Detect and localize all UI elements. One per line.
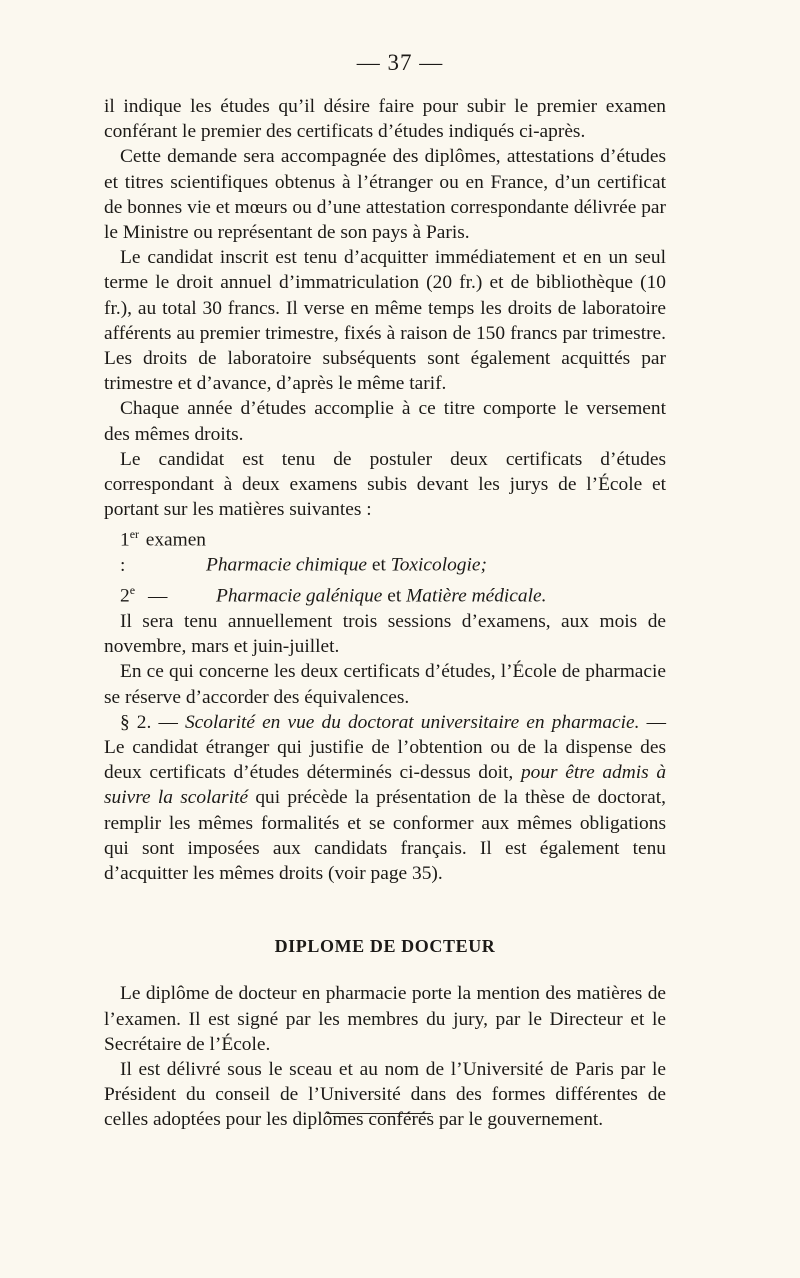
paragraph-doctorate-schooling: § 2. — Scolarité en vue du doctorat universitaire en pharmacie. — Le candidat étranger qui justifie de l’obtention ou de la dispense des deux certificats d’études déterminés ci-dessus doit, pour être admis à suivre la scolarité qui précède la présentation de la thèse de doctorat, remplir les mêmes formalités et se conformer aux mêmes obligations qui sont imposées aux candidats français. Il est également tenu d’acquitter les mêmes droits (voir page 35). xyxy=(104,711,667,885)
paragraph-diploma-mention: Le diplôme de docteur en pharmacie porte la mention des matières de l’examen. Il est signé par les membres du jury, par le Directeur et le Secrétaire de l’École. xyxy=(104,983,666,1055)
section-title: Scolarité en vue du doctorat universitaire en pharmacie. xyxy=(184,711,640,733)
section-heading: DIPLOME DE DOCTEUR xyxy=(274,936,496,957)
paragraph-yearly-fees: Chaque année d’études accomplie à ce titre comporte le versement des mêmes droits. xyxy=(104,398,666,445)
paragraph-certificates: Le candidat est tenu de postuler deux certificats d’études correspondant à deux examens subis devant les jurys de l’École et portant sur les matières suivantes : xyxy=(104,448,666,521)
paragraph-equivalences: En ce qui concerne les deux certificats d’études, l’École de pharmacie se réserve d’accorder des équivalences. xyxy=(104,661,666,708)
exam-2-subject-1: Pharmacie galénique xyxy=(216,585,383,607)
exam-1-subject-1: Pharmacie chimique xyxy=(206,555,368,577)
exam-line-1: 1er examen : Pharmacie chimique et Toxicologie; xyxy=(120,527,487,577)
end-rule xyxy=(327,1113,431,1114)
paragraph-diploma-delivery: Il est délivré sous le sceau et au nom de l’Université de Paris par le Président du conseil de l’Université dans des formes différentes de celles adoptées pour les diplômes conférés par le gouvernement. xyxy=(104,1059,666,1131)
page-number: — 37 — xyxy=(356,50,444,75)
paragraph-fees: Le candidat inscrit est tenu d’acquitter immédiatement et en un seul terme le droit annuel d’immatriculation (20 fr.) et de bibliothèque (10 fr.), au total 30 francs. Il verse en même temps les droits de laboratoire afférents au premier trimestre, fixés à raison de 150 francs par trimestre. Les droits de laboratoire subséquents sont également acquittés par trimestre et d’avance, d’après le même tarif. xyxy=(104,247,666,395)
exam-line-2: 2e — Pharmacie galénique et Matière médicale. xyxy=(120,583,547,607)
exam-1-subject-2: Toxicologie; xyxy=(390,555,487,577)
paragraph-continuation: il indique les études qu’il désire faire pour subir le premier examen conférant le premier des certificats d’études indiqués ci-après. xyxy=(104,96,666,143)
paragraph-sessions: Il sera tenu annuellement trois sessions d’examens, aux mois de novembre, mars et juin-juillet. xyxy=(104,611,666,658)
exam-2-subject-2: Matière médicale. xyxy=(406,585,547,607)
paragraph-application: Cette demande sera accompagnée des diplômes, attestations d’études et titres scientifiques obtenus à l’étranger ou en France, d’un certificat de bonnes vie et mœurs ou d’une attestation correspondante délivrée par le Ministre ou représentant de son pays à Paris. xyxy=(104,146,666,244)
page-body xyxy=(104,94,666,1133)
